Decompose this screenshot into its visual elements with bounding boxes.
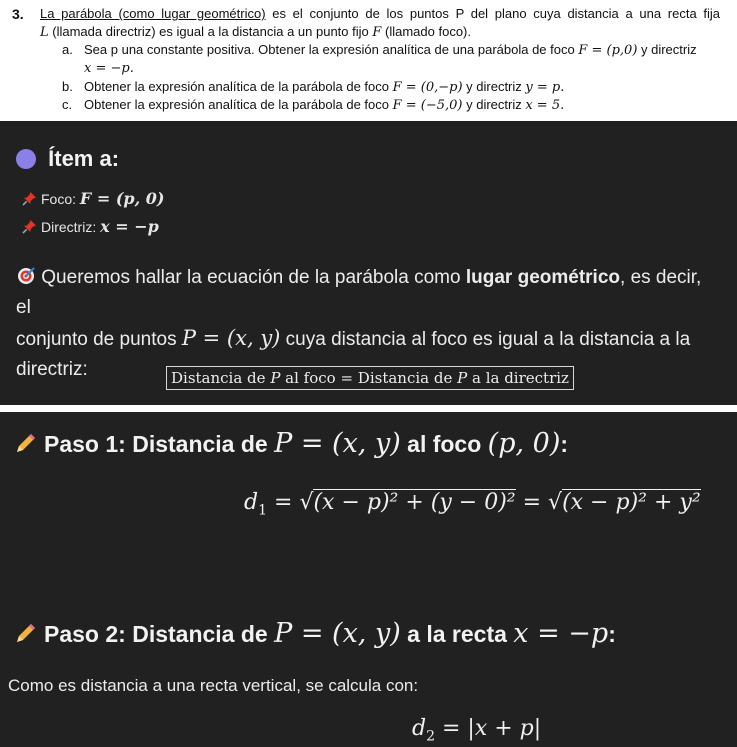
item-text: Obtener la expresión analítica de la parábola de foco (84, 79, 393, 94)
step2-math: P = (x, y) (274, 618, 401, 649)
problem-intro-underlined: La parábola (como lugar geométrico) (40, 6, 266, 21)
problem-intro-line1 (40, 6, 720, 21)
boxed-math: P (457, 369, 468, 387)
para-bold: lugar geométrico (465, 267, 621, 288)
bullet-math: F = (p, 0) (79, 189, 165, 208)
step1-text: : (560, 431, 569, 457)
eq-sub: 2 (426, 728, 436, 745)
item-math: F = (p,0) (578, 43, 638, 58)
boxed-text: al foco = Distancia de (280, 369, 458, 387)
step2-heading (14, 618, 616, 649)
item-a-panel (0, 127, 737, 405)
para-math: P = (x, y) (181, 326, 281, 350)
item-math: x = 5. (525, 98, 565, 113)
item-text: Obtener la expresión analítica de la parábola de foco (84, 97, 393, 112)
step1-text: al foco (400, 431, 488, 457)
steps-panel (0, 412, 737, 747)
divider (0, 405, 737, 412)
step1-heading (14, 428, 568, 459)
step1-text: Paso 1: Distancia de (44, 431, 275, 457)
item-math: y = p. (525, 80, 565, 95)
problem-item-a-line2: x = −p. (84, 61, 134, 76)
para-text: , es decir, el (16, 267, 702, 318)
bullet-label: Foco: (41, 191, 80, 207)
eq-rhs: = |x + p| (435, 716, 542, 741)
problem-number: 3. (12, 6, 24, 22)
boxed-math: P (270, 369, 281, 387)
bullet-label: Directriz: (41, 219, 101, 235)
item-a-heading (16, 145, 119, 172)
target-icon (16, 266, 36, 286)
focus-var: F (372, 25, 382, 40)
item-text: y directriz (462, 97, 526, 112)
eq-d: d (244, 490, 259, 515)
boxed-equation (166, 366, 574, 390)
sqrt-icon: √ (299, 490, 314, 515)
problem-intro-rest: es el conjunto de los puntos P del plano cuya distancia a una recta fija (265, 6, 721, 21)
para-text: conjunto de puntos (16, 329, 182, 350)
step1-math: P = (x, y) (274, 428, 401, 459)
step2-equation (412, 716, 541, 744)
boxed-text: a la directriz (467, 369, 569, 387)
item-label: a. (62, 42, 73, 57)
pencil-icon (14, 621, 38, 645)
boxed-text: Distancia de (171, 369, 271, 387)
eq-radicand: (x − p)² + (y − 0)² (313, 490, 516, 515)
item-text: Sea p una constante positiva. Obtener la expresión analítica de una parábola de foco (84, 42, 579, 57)
step2-description: Como es distancia a una recta vertical, se calcula con: (8, 676, 419, 695)
eq-equals: = (267, 490, 300, 515)
step2-text: Paso 2: Distancia de (44, 621, 275, 647)
item-text: y directriz (637, 42, 697, 57)
bullet-directriz (22, 217, 159, 236)
item-label: c. (62, 97, 73, 112)
eq-d: d (412, 716, 427, 741)
step2-text: : (608, 621, 616, 647)
para-text: cuya distancia al foco es igual a la distancia a la (280, 329, 691, 350)
step2-text: a la recta (400, 621, 514, 647)
eq-radicand: (x − p)² + y² (562, 490, 701, 515)
bullet-foco (22, 189, 164, 208)
problem-item-c (62, 97, 564, 113)
item-label: b. (62, 79, 73, 94)
para-line2 (16, 323, 716, 355)
bullet-math: x = −p (100, 217, 159, 236)
step1-equation (244, 490, 701, 518)
directrix-var: L (40, 25, 49, 40)
item-math: F = (0,−p) (392, 80, 463, 95)
sqrt-icon: √ (548, 490, 563, 515)
step2-math: x = −p (513, 618, 609, 649)
para-text: Queremos hallar la ecuación de la parábola como (36, 267, 466, 288)
item-a-heading-text: Ítem a: (48, 146, 120, 172)
eq-sub: 1 (258, 502, 268, 519)
problem-statement (0, 0, 737, 121)
problem-item-b (62, 79, 564, 95)
pushpin-icon (22, 219, 37, 234)
problem-intro-line2 (40, 24, 471, 40)
step1-math: (p, 0) (487, 428, 561, 459)
eq-equals: = (515, 490, 549, 515)
problem-item-a (62, 42, 697, 58)
pushpin-icon (22, 191, 37, 206)
item-math: F = (−5,0) (392, 98, 463, 113)
purple-circle-icon (16, 149, 36, 169)
intro-text-a: (llamada directriz) es igual a la distancia a un punto fijo (48, 24, 373, 39)
pencil-icon (14, 431, 38, 455)
intro-text-b: (llamado foco). (381, 24, 471, 39)
para-line3: directriz: (16, 359, 88, 380)
item-text: y directriz (462, 79, 526, 94)
para-line1 (16, 263, 716, 323)
